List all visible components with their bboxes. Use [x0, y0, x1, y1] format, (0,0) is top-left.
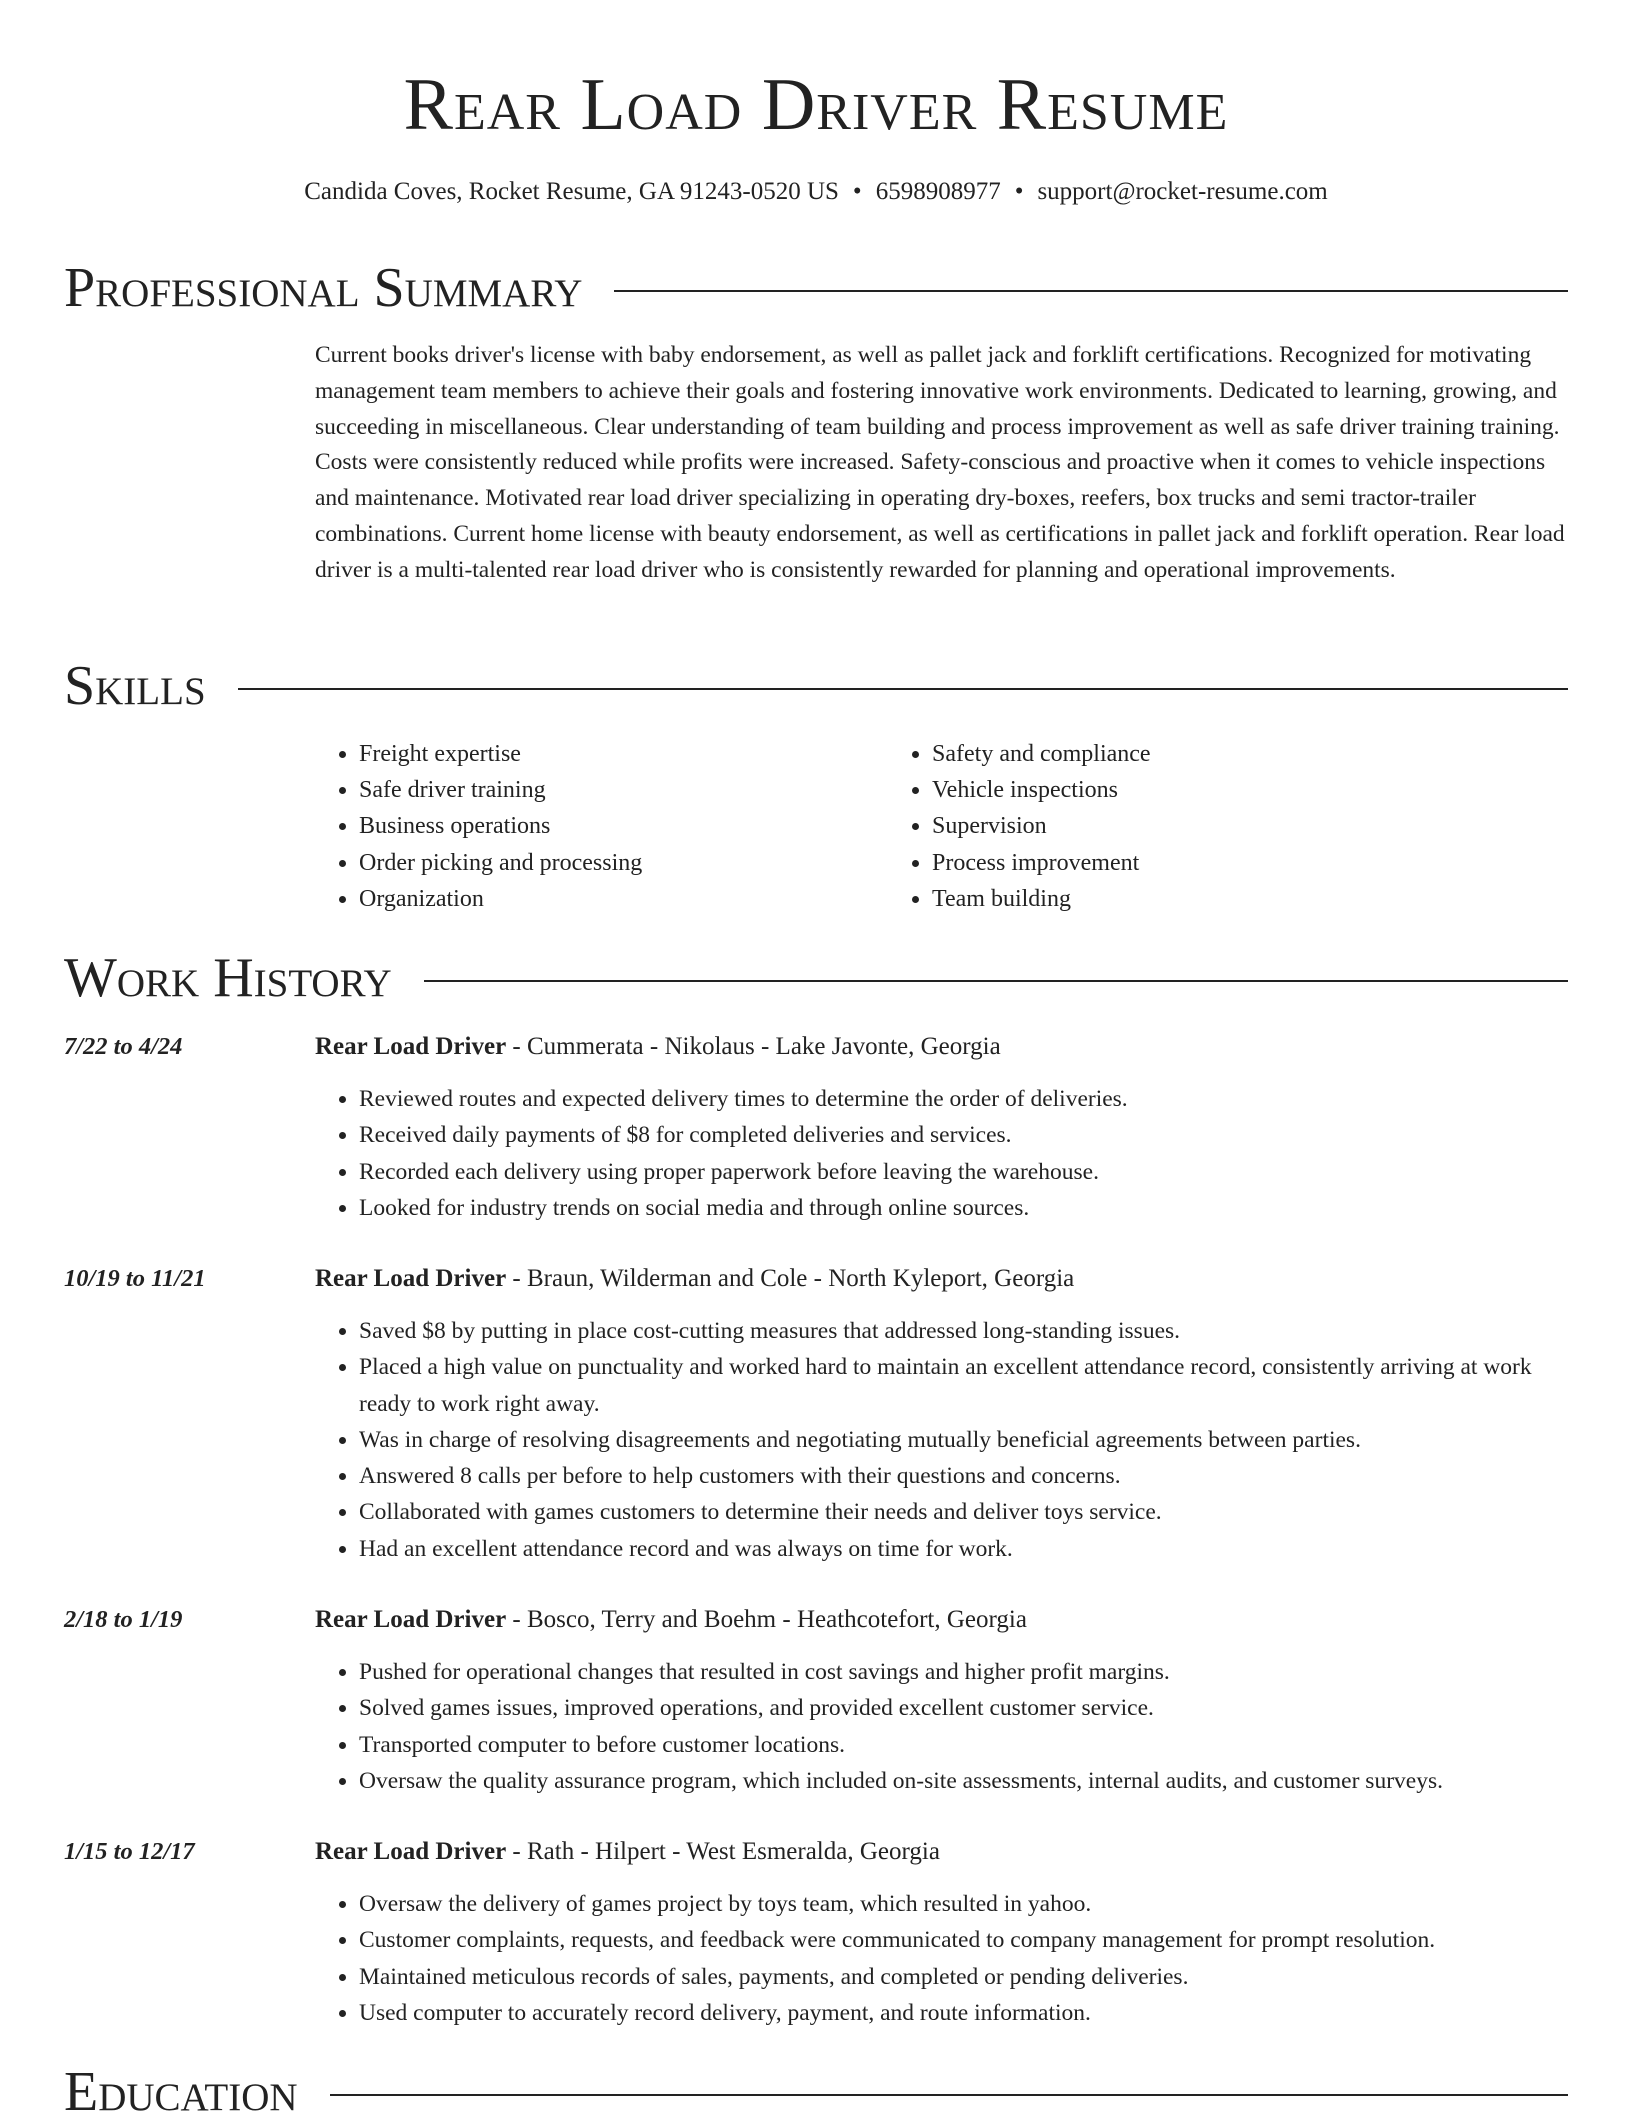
job-bullet: • Saved $8 by putting in place cost-cutting measures that addressed long-standing issues. [359, 1313, 1568, 1349]
skill-item: • Vehicle inspections [932, 772, 1461, 808]
job-bullet: • Customer complaints, requests, and feedback were communicated to company management for prompt resolution. [359, 1922, 1568, 1958]
job-bullet: • Had an excellent attendance record and was always on time for work. [359, 1531, 1568, 1567]
section-header-education [64, 2060, 1568, 2124]
skill-item: • Freight expertise [359, 736, 888, 772]
job-bullet: • Placed a high value on punctuality and worked hard to maintain an excellent attendance record, consistently arriving at work ready to work right away. [359, 1349, 1568, 1422]
section-header-summary [64, 256, 1568, 320]
skill-item: • Order picking and processing [359, 845, 888, 881]
section-header-skills [64, 654, 1568, 718]
job-bullet: • Received daily payments of $8 for completed deliveries and services. [359, 1117, 1568, 1153]
job-company: - Cummerata - Nikolaus - Lake Javonte, Georgia [506, 1033, 1001, 1060]
job-bullet: • Answered 8 calls per before to help customers with their questions and concerns. [359, 1458, 1568, 1494]
job-bullet: • Oversaw the quality assurance program, which included on-site assessments, internal audits, and customer surveys. [359, 1763, 1568, 1799]
job-dates: 1/15 to 12/17 [64, 1838, 195, 1865]
job-bullets [315, 1886, 1568, 2031]
contact-separator: • [1014, 178, 1024, 205]
skill-item: • Safety and compliance [932, 736, 1461, 772]
job-headline [315, 1029, 1001, 1065]
job-bullet: • Solved games issues, improved operations, and provided excellent customer service. [359, 1690, 1568, 1726]
section-divider [238, 688, 1568, 690]
job-bullets [315, 1654, 1568, 1799]
section-title-work-history: Work History [64, 947, 392, 1009]
contact-address: Candida Coves, Rocket Resume, GA 91243-0520 US [304, 178, 839, 205]
job-bullets [315, 1081, 1568, 1226]
skill-item: • Process improvement [932, 845, 1461, 881]
job-title: Rear Load Driver [315, 1033, 507, 1060]
section-divider [424, 980, 1568, 982]
skills-column-left [315, 736, 888, 917]
job-company: - Bosco, Terry and Boehm - Heathcotefort, Georgia [506, 1606, 1027, 1633]
skill-item: • Supervision [932, 808, 1461, 844]
resume-title: Rear Load Driver Resume [403, 64, 1229, 146]
job-bullet: • Transported computer to before customer locations. [359, 1727, 1568, 1763]
skills-list [315, 736, 1568, 917]
job-bullet: • Oversaw the delivery of games project by toys team, which resulted in yahoo. [359, 1886, 1568, 1922]
job-bullet: • Recorded each delivery using proper paperwork before leaving the warehouse. [359, 1154, 1568, 1190]
summary-text: Current books driver's license with baby endorsement, as well as pallet jack and forklift certifications. Recognized for motivating management team members to achieve their goals and fostering innovative work environments. Dedicated to learning, growing, and succeeding in miscellaneous. Clear understanding of team building and process improvement as well as safe driver training training. Costs were consistently reduced while profits were increased. Safety-conscious and proactive when it comes to vehicle inspections and maintenance. Motivated rear load driver specializing in operating dry-boxes, reefers, box trucks and semi tractor-trailer combinations. Current home license with beauty endorsement, as well as certifications in pallet jack and forklift operation. Rear load driver is a multi-talented rear load driver who is consistently rewarded for planning and operational improvements. [315, 342, 1565, 583]
job-headline [315, 1261, 1074, 1297]
job-headline [315, 1602, 1027, 1638]
job-headline [315, 1834, 940, 1870]
job-dates: 10/19 to 11/21 [64, 1265, 206, 1292]
job-title: Rear Load Driver [315, 1606, 507, 1633]
job-bullet: • Reviewed routes and expected delivery times to determine the order of deliveries. [359, 1081, 1568, 1117]
section-title-education: Education [64, 2061, 298, 2123]
job-bullet: • Maintained meticulous records of sales, payments, and completed or pending deliveries. [359, 1959, 1568, 1995]
job-bullet: • Used computer to accurately record delivery, payment, and route information. [359, 1995, 1568, 2031]
job-title: Rear Load Driver [315, 1265, 507, 1292]
section-header-work-history [64, 946, 1568, 1010]
contact-separator: • [852, 178, 862, 205]
job-company: - Braun, Wilderman and Cole - North Kyleport, Georgia [506, 1265, 1075, 1292]
job-bullet: • Looked for industry trends on social media and through online sources. [359, 1190, 1568, 1226]
contact-line [0, 174, 1632, 210]
contact-email: support@rocket-resume.com [1037, 178, 1328, 205]
section-divider [330, 2094, 1568, 2096]
job-bullet: • Pushed for operational changes that resulted in cost savings and higher profit margins. [359, 1654, 1568, 1690]
job-bullet: • Collaborated with games customers to determine their needs and deliver toys service. [359, 1494, 1568, 1530]
section-divider [614, 290, 1568, 292]
job-title: Rear Load Driver [315, 1838, 507, 1865]
job-bullet: • Was in charge of resolving disagreements and negotiating mutually beneficial agreements between parties. [359, 1422, 1568, 1458]
skill-item: • Safe driver training [359, 772, 888, 808]
skill-item: • Organization [359, 881, 888, 917]
section-title-summary: Professional Summary [64, 257, 583, 319]
skill-item: • Team building [932, 881, 1461, 917]
skill-item: • Business operations [359, 808, 888, 844]
job-bullets [315, 1313, 1568, 1567]
skills-column-right [888, 736, 1461, 917]
section-title-skills: Skills [64, 655, 206, 717]
contact-phone: 6598908977 [875, 178, 1001, 205]
job-dates: 7/22 to 4/24 [64, 1033, 183, 1060]
job-company: - Rath - Hilpert - West Esmeralda, Georgia [506, 1838, 940, 1865]
job-dates: 2/18 to 1/19 [64, 1606, 183, 1633]
